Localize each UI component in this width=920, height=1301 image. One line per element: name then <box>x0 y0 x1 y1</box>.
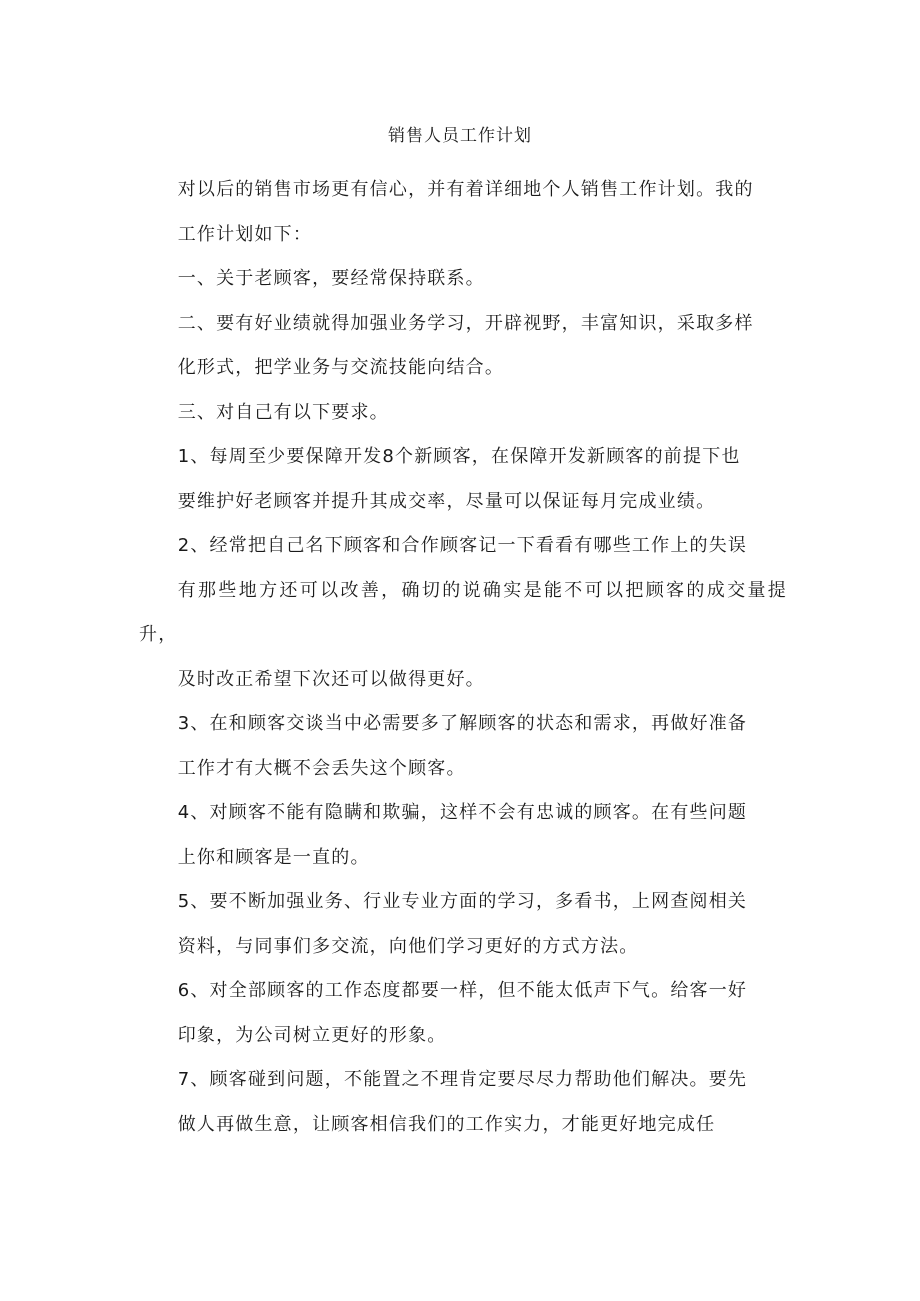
text-line: 要维护好老顾客并提升其成交率，尽量可以保证每月完成业绩。 <box>177 490 716 512</box>
text-line: 资料，与同事们多交流，向他们学习更好的方式方法。 <box>177 935 639 957</box>
text-line: 1、每周至少要保障开发8个新顾客，在保障开发新顾客的前提下也 <box>177 446 741 467</box>
text-line: 上你和顾客是一直的。 <box>177 846 370 868</box>
text-line: 化形式，把学业务与交流技能向结合。 <box>177 357 505 378</box>
paragraph-item-4 <box>139 791 787 880</box>
text-line: 及时改正希望下次还可以做得更好。 <box>177 668 485 690</box>
text-line: 3、在和顾客交谈当中必需要多了解顾客的状态和需求，再做好准备 <box>177 713 748 734</box>
paragraph-item-5 <box>139 880 787 969</box>
document-title: 销售人员工作计划 <box>388 126 532 146</box>
text-line: 4、对顾客不能有隐瞒和欺骗，这样不会有忠诚的顾客。在有些问题 <box>177 802 748 823</box>
paragraph-point-3 <box>139 391 787 436</box>
text-line: 2、经常把自己名下顾客和合作顾客记一下看看有哪些工作上的失误 <box>177 535 748 556</box>
paragraph-item-7 <box>139 1058 787 1147</box>
paragraph-item-3 <box>139 702 787 791</box>
text-line: 有那些地方还可以改善，确切的说确实是能不可以把顾客的成交量提升， <box>139 579 787 645</box>
text-line: 7、顾客碰到问题，不能置之不理肯定要尽尽力帮助他们解决。要先 <box>177 1069 748 1090</box>
text-line: 二、要有好业绩就得加强业务学习，开辟视野，丰富知识，采取多样 <box>177 312 754 334</box>
paragraph-item-2 <box>139 524 787 702</box>
paragraph-item-6 <box>139 969 787 1058</box>
document-body <box>139 168 787 1147</box>
text-line: 6、对全部顾客的工作态度都要一样，但不能太低声下气。给客一好 <box>177 980 748 1001</box>
text-line: 一、关于老顾客，要经常保持联系。 <box>177 268 485 289</box>
text-line: 5、要不断加强业务、行业专业方面的学习，多看书，上网查阅相关 <box>177 891 748 912</box>
text-line: 工作计划如下： <box>177 223 313 245</box>
text-line: 工作才有大概不会丢失这个顾客。 <box>177 757 466 779</box>
text-line: 印象，为公司树立更好的形象。 <box>177 1024 447 1046</box>
paragraph-point-1 <box>139 257 787 302</box>
paragraph-item-1 <box>139 435 787 524</box>
text-line: 做人再做生意，让顾客相信我们的工作实力，才能更好地完成任 <box>177 1113 716 1135</box>
text-line: 对以后的销售市场更有信心，并有着详细地个人销售工作计划。我的 <box>177 179 754 200</box>
paragraph-point-2 <box>139 302 787 391</box>
text-line: 三、对自己有以下要求。 <box>177 401 389 423</box>
paragraph-intro <box>139 168 787 257</box>
